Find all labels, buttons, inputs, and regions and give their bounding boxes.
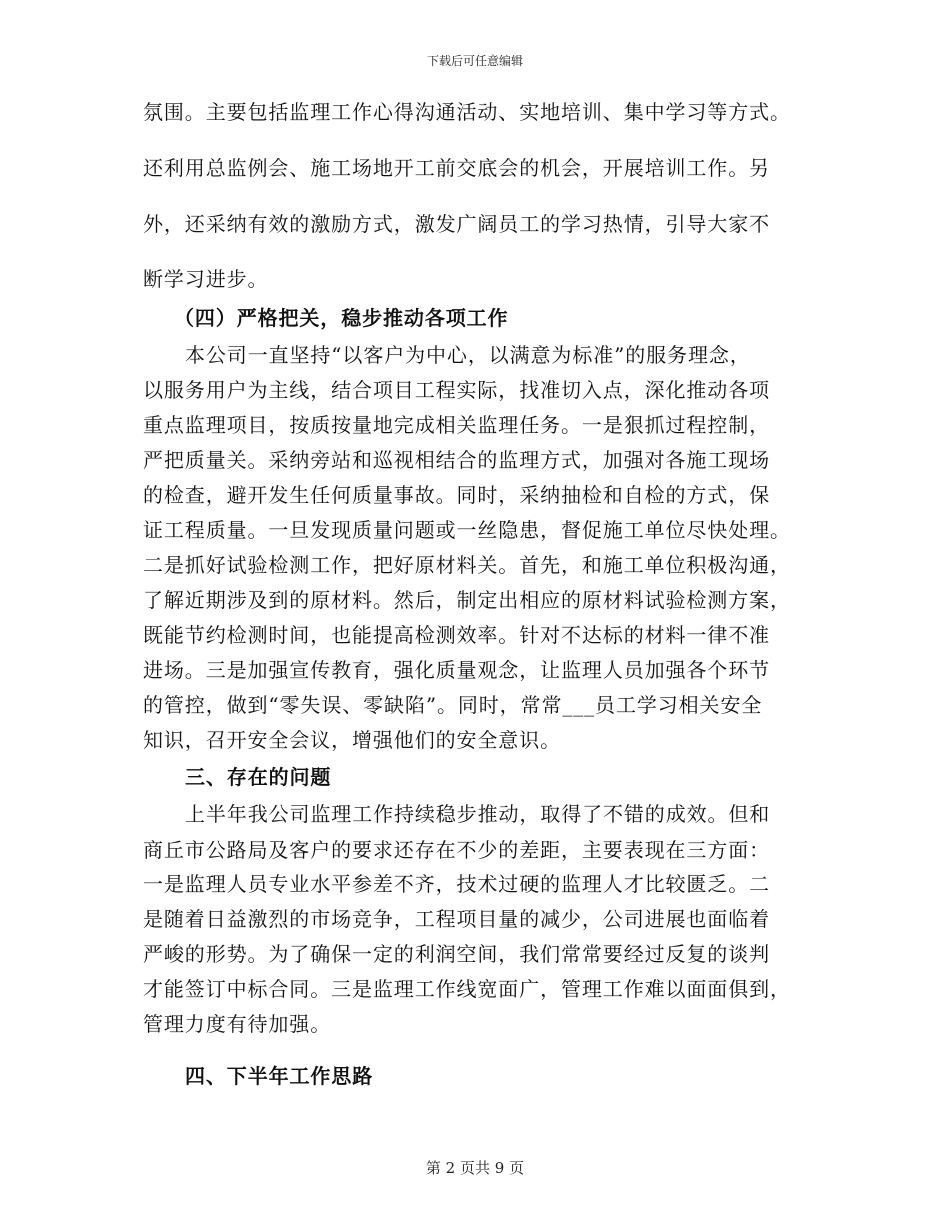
paragraph-line: 既能节约检测时间，也能提高检测效率。针对不达标的材料一律不准: [143, 623, 770, 647]
paragraph-line: 断学习进步。: [143, 267, 269, 291]
paragraph-line: 重点监理项目，按质按量地完成相关监理任务。一是狠抓过程控制，: [143, 413, 770, 437]
paragraph-line: 的管控，做到“零失误、零缺陷”。同时，常常___员工学习相关安全: [143, 693, 763, 717]
paragraph-line: 才能签订中标合同。三是监理工作线宽面广，管理工作难以面面俱到，: [143, 977, 791, 1001]
page-footer: 第 2 页共 9 页: [425, 1159, 525, 1177]
paragraph-line: 管理力度有待加强。: [143, 1012, 332, 1036]
paragraph-line: 进场。三是加强宣传教育，强化质量观念，让监理人员加强各个环节: [143, 658, 770, 682]
page-header: 下载后可任意编辑: [426, 54, 523, 68]
paragraph-line: 二是抓好试验检测工作，把好原材料关。首先，和施工单位积极沟通，: [143, 553, 791, 577]
paragraph-line: 证工程质量。一旦发现质量问题或一丝隐患，督促施工单位尽快处理。: [143, 518, 791, 542]
paragraph-line: 严把质量关。采纳旁站和巡视相结合的监理方式，加强对各施工现场: [143, 448, 770, 472]
section-heading: 四、下半年工作思路: [185, 1064, 374, 1088]
paragraph-line: 上半年我公司监理工作持续稳步推动，取得了不错的成效。但和: [185, 802, 771, 826]
paragraph-line: 严峻的形势。为了确保一定的利润空间，我们常常要经过反复的谈判: [143, 942, 770, 966]
paragraph-line: 一是监理人员专业水平参差不齐，技术过硬的监理人才比较匮乏。二: [143, 872, 770, 896]
paragraph-line: 本公司一直坚持“以客户为中心，以满意为标准”的服务理念，: [185, 343, 751, 367]
paragraph-line: 还利用总监例会、施工场地开工前交底会的机会，开展培训工作。另: [143, 156, 770, 180]
paragraph-line: 外，还采纳有效的激励方式，激发广阔员工的学习热情，引导大家不: [143, 212, 770, 236]
paragraph-line: 以服务用户为主线，结合项目工程实际，找准切入点，深化推动各项: [143, 378, 770, 402]
paragraph-line: 知识，召开安全会议，增强他们的安全意识。: [143, 728, 561, 752]
paragraph-line: 了解近期涉及到的原材料。然后，制定出相应的原材料试验检测方案，: [143, 588, 791, 612]
paragraph-line: 氛围。主要包括监理工作心得沟通活动、实地培训、集中学习等方式。: [143, 100, 791, 124]
paragraph-line: 是随着日益激烈的市场竞争，工程项目量的减少，公司进展也面临着: [143, 907, 770, 931]
paragraph-line: 的检查，避开发生任何质量事故。同时，采纳抽检和自检的方式，保: [143, 483, 770, 507]
section-heading: 三、存在的问题: [185, 765, 332, 789]
paragraph-line: 商丘市公路局及客户的要求还存在不少的差距，主要表现在三方面：: [143, 838, 770, 862]
section-heading: （四）严格把关，稳步推动各项工作: [174, 306, 509, 330]
